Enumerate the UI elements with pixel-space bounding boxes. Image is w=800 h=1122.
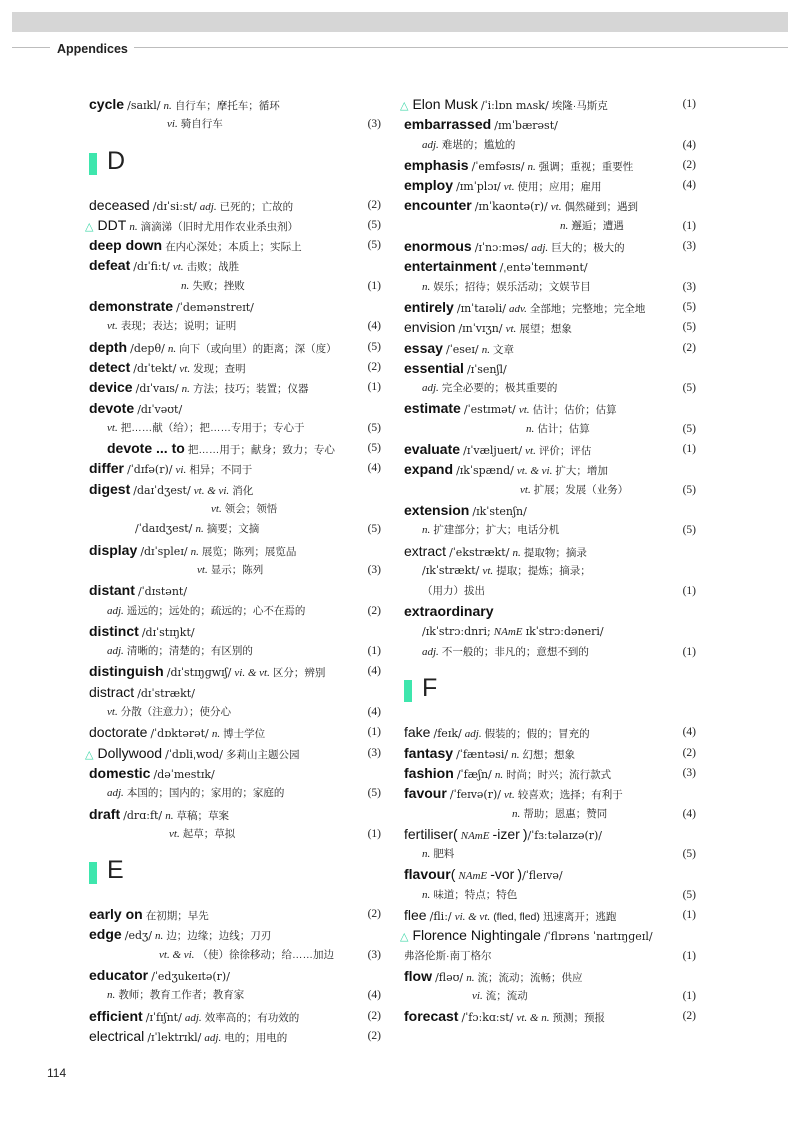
entry-favour: favour /ˈfeɪvə(r)/ vt. 较喜欢；选择；有利于 n. 帮助；恩惠；赞同 (4) — [404, 785, 696, 820]
entry-deceased: deceased /dɪˈsiːst/ adj. 已死的；亡故的 (2) — [89, 196, 381, 213]
entry-edge: edge /edʒ/ n. 边；边缘；边线；刀刃 vt. & vi. （使）徐徐移动；给……加边 (3) — [89, 926, 381, 961]
entry-emphasis: emphasis /ˈemfəsɪs/ n. 强调；重视；重要性 (2) — [404, 156, 696, 173]
entry-expand: expand /ɪkˈspænd/ vt. & vi. 扩大；增加 vt. 扩展；发展（业务） (5) — [404, 461, 696, 496]
entry-distant: distant /ˈdɪstənt/ adj. 遥远的；远处的；疏远的；心不在焉的 (2) — [89, 582, 381, 617]
entry-depth: depth /depθ/ n. 向下（或向里）的距离；深（度） (5) — [89, 338, 381, 355]
entry-fertiliser: fertiliser( NAmE -izer )/ˈfɜːtəlaɪzə(r)/ n. 肥料 (5) — [404, 825, 696, 861]
section-marker — [89, 862, 97, 884]
entry-draft: draft /drɑːft/ n. 草稿；草案 vt. 起草；草拟 (1) — [89, 805, 381, 840]
triangle-icon: △ — [400, 931, 409, 944]
entry-envision: envision /ɪnˈvɪʒn/ vt. 展望；想象 (5) — [404, 319, 696, 336]
entry-flee: flee /fliː/ vi. & vt. (fled, fled) 迅速离开；逃跑 (1) — [404, 906, 696, 923]
section-letter: E — [107, 856, 124, 885]
entry-evaluate: evaluate /ɪˈvæljueɪt/ vt. 评价；评估 (1) — [404, 441, 696, 458]
right-column — [400, 94, 696, 1027]
entry-florence-nightingale: △ Florence Nightingale /ˈflɒrəns ˈnaɪtɪŋɡeɪl/ 弗洛伦斯·南丁格尔 (1) — [400, 927, 696, 962]
entry-encounter: encounter /ɪnˈkaʊntə(r)/ vt. 偶然碰到；遇到 n. 邂逅；遭遇 (1) — [404, 197, 696, 232]
entry-electrical: electrical /ɪˈlektrɪkl/ adj. 电的；用电的 (2) — [89, 1027, 381, 1044]
entry-educator: educator /ˈedʒukeɪtə(r)/ n. 教师；教育工作者；教育家 (4) — [89, 966, 381, 1002]
entry-efficient: efficient /ɪˈfɪʃnt/ adj. 效率高的；有功效的 (2) — [89, 1007, 381, 1024]
entry-elon-musk: △ Elon Musk /ˈiːlɒn mʌsk/ 埃隆·马斯克 (1) — [404, 94, 696, 114]
entry-extract: extract /ˈekstrækt/ n. 提取物；摘录 /ɪkˈstrækt/ vt. 提取；提炼；摘录； （用力）拔出 (1) — [404, 542, 696, 598]
entry-entertainment: entertainment /ˌentəˈteɪnmənt/ n. 娱乐；招待；娱乐活动；文娱节目 (3) — [404, 258, 696, 293]
entry-differ: differ /ˈdɪfə(r)/ vi. 相异；不同于 (4) — [89, 460, 381, 477]
entry-forecast: forecast /ˈfɔːkɑːst/ vt. & n. 预测；预报 (2) — [404, 1008, 696, 1025]
entry-fantasy: fantasy /ˈfæntəsi/ n. 幻想；想象 (2) — [404, 744, 696, 761]
entry-ddt: △ DDT n. 滴滴涕（旧时尤用作农业杀虫剂） (5) — [89, 215, 381, 235]
entry-cycle: cycle /saɪkl/ n. 自行车；摩托车；循环 vi. 骑自行车 (3) — [89, 96, 381, 131]
entry-defeat: defeat /dɪˈfiːt/ vt. 击败；战胜 n. 失败；挫败 (1) — [89, 257, 381, 292]
entry-extraordinary: extraordinary /ɪkˈstrɔːdnri; NAmE ɪkˈstrɔːdəneri/ adj. 不一般的；非凡的；意想不到的 (1) — [404, 603, 696, 659]
entry-deep-down: deep down 在内心深处；本质上；实际上 (5) — [89, 237, 381, 254]
page-number: 114 — [47, 1066, 67, 1080]
triangle-icon: △ — [400, 100, 409, 112]
entry-enormous: enormous /ɪˈnɔːməs/ adj. 巨大的；极大的 (3) — [404, 238, 696, 255]
entry-employ: employ /ɪmˈplɔɪ/ vt. 使用；应用；雇用 (4) — [404, 177, 696, 194]
entry-device: device /dɪˈvaɪs/ n. 方法；技巧；装置；仪器 (1) — [89, 379, 381, 396]
entry-digest: digest /daɪˈdʒest/ vt. & vi. 消化 vt. 领会；领悟 /ˈdaɪdʒest/ n. 摘要；文摘 (5) — [89, 480, 381, 536]
entry-flavour: flavour( NAmE -vor )/ˈfleɪvə/ n. 味道；特点；特色 (5) — [404, 866, 696, 901]
entry-extension: extension /ɪkˈstenʃn/ n. 扩建部分；扩大；电话分机 (5) — [404, 501, 696, 537]
section-letter: D — [107, 146, 126, 175]
triangle-icon: △ — [85, 220, 94, 233]
entry-devote: devote /dɪˈvəʊt/ vt. 把……献（给）；把……专用于；专心于 (5) devote ... to 把……用于；献身；致力；专心 (5) — [89, 399, 381, 457]
entry-entirely: entirely /ɪnˈtaɪəli/ adv. 全部地；完整地；完全地 (5) — [404, 298, 696, 315]
entry-doctorate: doctorate /ˈdɒktərət/ n. 博士学位 (1) — [89, 724, 381, 741]
entry-essential: essential /ɪˈsenʃl/ adj. 完全必要的；极其重要的 (5) — [404, 359, 696, 395]
entry-distinguish: distinguish /dɪˈstɪŋɡwɪʃ/ vi. & vt. 区分；辨别 (4) — [89, 663, 381, 680]
entry-demonstrate: demonstrate /ˈdemənstreɪt/ vt. 表现；表达；说明；证明 (4) — [89, 298, 381, 333]
triangle-icon: △ — [85, 748, 94, 761]
entry-detect: detect /dɪˈtekt/ vt. 发现；查明 (2) — [89, 358, 381, 375]
section-f — [404, 662, 696, 722]
top-bar — [12, 12, 788, 32]
entry-embarrassed: embarrassed /ɪmˈbærəst/ adj. 难堪的；尴尬的 (4) — [404, 116, 696, 151]
entry-fake: fake /feɪk/ adj. 假装的；假的；冒充的 (4) — [404, 724, 696, 741]
entry-display: display /dɪˈspleɪ/ n. 展览；陈列；展览品 vt. 显示；陈列 (3) — [89, 541, 381, 576]
section-marker — [89, 153, 97, 175]
entry-estimate: estimate /ˈestɪmət/ vt. 估计；估价；估算 n. 估计；估算 (5) — [404, 400, 696, 435]
entry-distract: distract /dɪˈstrækt/ vt. 分散（注意力）；使分心 (4) — [89, 683, 381, 719]
entry-essay: essay /ˈeseɪ/ n. 文章 (2) — [404, 339, 696, 356]
entry-domestic: domestic /dəˈmestɪk/ adj. 本国的；国内的；家用的；家庭的 (5) — [89, 764, 381, 800]
entry-distinct: distinct /dɪˈstɪŋkt/ adj. 清晰的；清楚的；有区别的 (1) — [89, 622, 381, 658]
section-e — [89, 844, 381, 904]
entry-dollywood: △ Dollywood /ˈdɒliˌwʊd/ 多莉山主题公园 (3) — [89, 743, 381, 763]
left-column — [85, 94, 381, 1046]
entry-fashion: fashion /ˈfæʃn/ n. 时尚；时兴；流行款式 (3) — [404, 764, 696, 781]
section-letter: F — [422, 674, 438, 703]
section-d — [89, 135, 381, 195]
entry-flow: flow /fləʊ/ n. 流；流动；流畅；供应 vi. 流；流动 (1) — [404, 967, 696, 1003]
section-marker — [404, 680, 412, 702]
entry-early-on: early on 在初期；早先 (2) — [89, 906, 381, 923]
running-header: Appendices — [57, 42, 128, 56]
